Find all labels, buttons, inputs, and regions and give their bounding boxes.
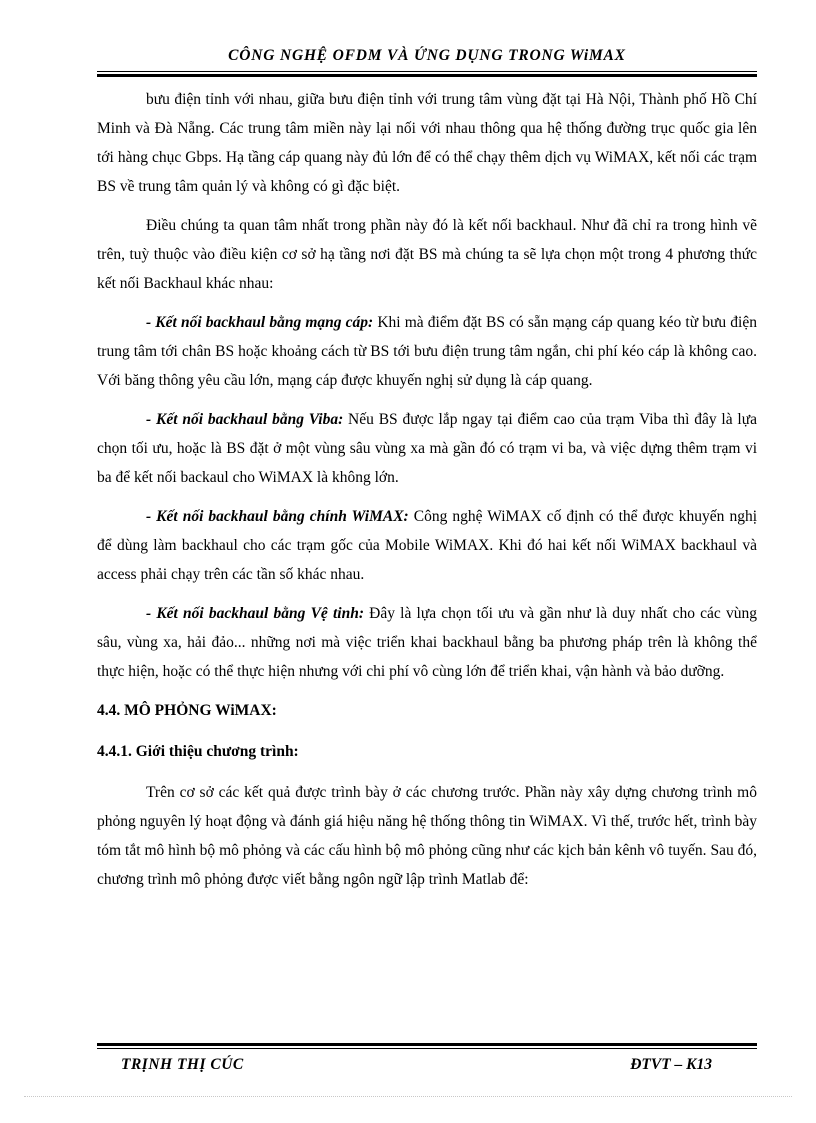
footer-rule-thick bbox=[97, 1043, 757, 1046]
bullet-microwave-text: Nếu BS được lắp ngay tại điểm cao của trạm Viba thì đây là lựa chọn tối ưu, hoặc là BS đặt ở một vùng sâu vùng xa mà gần đó có trạm vi ba, và việc dựng thêm trạm vi ba để kết nối backaul cho WiMAX là không lớn. bbox=[97, 411, 757, 486]
header-rule-thin bbox=[97, 71, 757, 72]
footer-rule-thin bbox=[97, 1048, 757, 1049]
bullet-cable-label: - Kết nối backhaul bằng mạng cáp: bbox=[146, 314, 374, 331]
document-body bbox=[97, 85, 757, 904]
bullet-microwave bbox=[97, 405, 757, 492]
footer-author: TRỊNH THỊ CÚC bbox=[121, 1056, 244, 1073]
page-bottom-edge bbox=[24, 1096, 792, 1097]
subsection-heading: 4.4.1. Giới thiệu chương trình: bbox=[97, 743, 299, 760]
bullet-cable-text: Khi mà điểm đặt BS có sẵn mạng cáp quang kéo từ bưu điện trung tâm tới chân BS hoặc khoảng cách từ BS tới bưu điện trung tâm ngắn, chi phí kéo cáp là không cao. Với băng thông yêu cầu lớn, mạng cáp được khuyến nghị sử dụng là cáp quang. bbox=[97, 314, 757, 389]
bullet-wimax-text: Công nghệ WiMAX cố định có thể được khuyến nghị để dùng làm backhaul cho các trạm gốc của Mobile WiMAX. Khi đó hai kết nối WiMAX backhaul và access phải chạy trên các tần số khác nhau. bbox=[97, 508, 758, 583]
header-rule-thick bbox=[97, 74, 757, 77]
bullet-satellite-text: Đây là lựa chọn tối ưu và gần như là duy nhất cho các vùng sâu, vùng xa, hải đảo... những nơi mà việc triển khai backhaul bằng ba phương pháp trên là không thể thực hiện, hoặc có thể thực hiện nhưng với chi phí vô cùng lớn để triển khai, vận hành và bảo dưỡng. bbox=[97, 605, 757, 680]
paragraph-intro: bưu điện tỉnh với nhau, giữa bưu điện tỉnh với trung tâm vùng đặt tại Hà Nội, Thành phố Hồ Chí Minh và Đà Nẵng. Các trung tâm miền này lại nối với nhau thông qua hệ thống đường trục quốc gia lên tới hàng chục Gbps. Hạ tầng cáp quang này đủ lớn để có thể chạy thêm dịch vụ WiMAX, kết nối các trạm BS về trung tâm quản lý và không có gì đặc biệt. bbox=[97, 91, 757, 195]
bullet-wimax bbox=[97, 502, 757, 589]
bullet-satellite-label: - Kết nối backhaul bằng Vệ tinh: bbox=[146, 605, 364, 622]
footer-class-code: ĐTVT – K13 bbox=[630, 1056, 712, 1073]
paragraph-backhaul: Điều chúng ta quan tâm nhất trong phần này đó là kết nối backhaul. Như đã chỉ ra trong hình vẽ trên, tuỳ thuộc vào điều kiện cơ sở hạ tầng nơi đặt BS mà chúng ta sẽ lựa chọn một trong 4 phương thức kết nối Backhaul khác nhau: bbox=[97, 217, 757, 292]
bullet-satellite bbox=[97, 599, 757, 686]
bullet-cable bbox=[97, 308, 757, 395]
bullet-microwave-label: - Kết nối backhaul bằng Viba: bbox=[146, 411, 344, 428]
paragraph-program-intro: Trên cơ sở các kết quả được trình bày ở các chương trước. Phần này xây dựng chương trình mô phỏng nguyên lý hoạt động và đánh giá hiệu năng hệ thống thông tin WiMAX. Vì thế, trước hết, trình bày tóm tắt mô hình bộ mô phỏng và các cấu hình bộ mô phỏng cũng như các kịch bản kênh vô tuyến. Sau đó, chương trình mô phỏng được viết bằng ngôn ngữ lập trình Matlab để: bbox=[97, 784, 757, 888]
page-header-title: CÔNG NGHỆ OFDM VÀ ỨNG DỤNG TRONG WiMAX bbox=[228, 47, 626, 64]
section-heading: 4.4. MÔ PHỎNG WiMAX: bbox=[97, 702, 277, 719]
bullet-wimax-label: - Kết nối backhaul bằng chính WiMAX: bbox=[146, 508, 409, 525]
